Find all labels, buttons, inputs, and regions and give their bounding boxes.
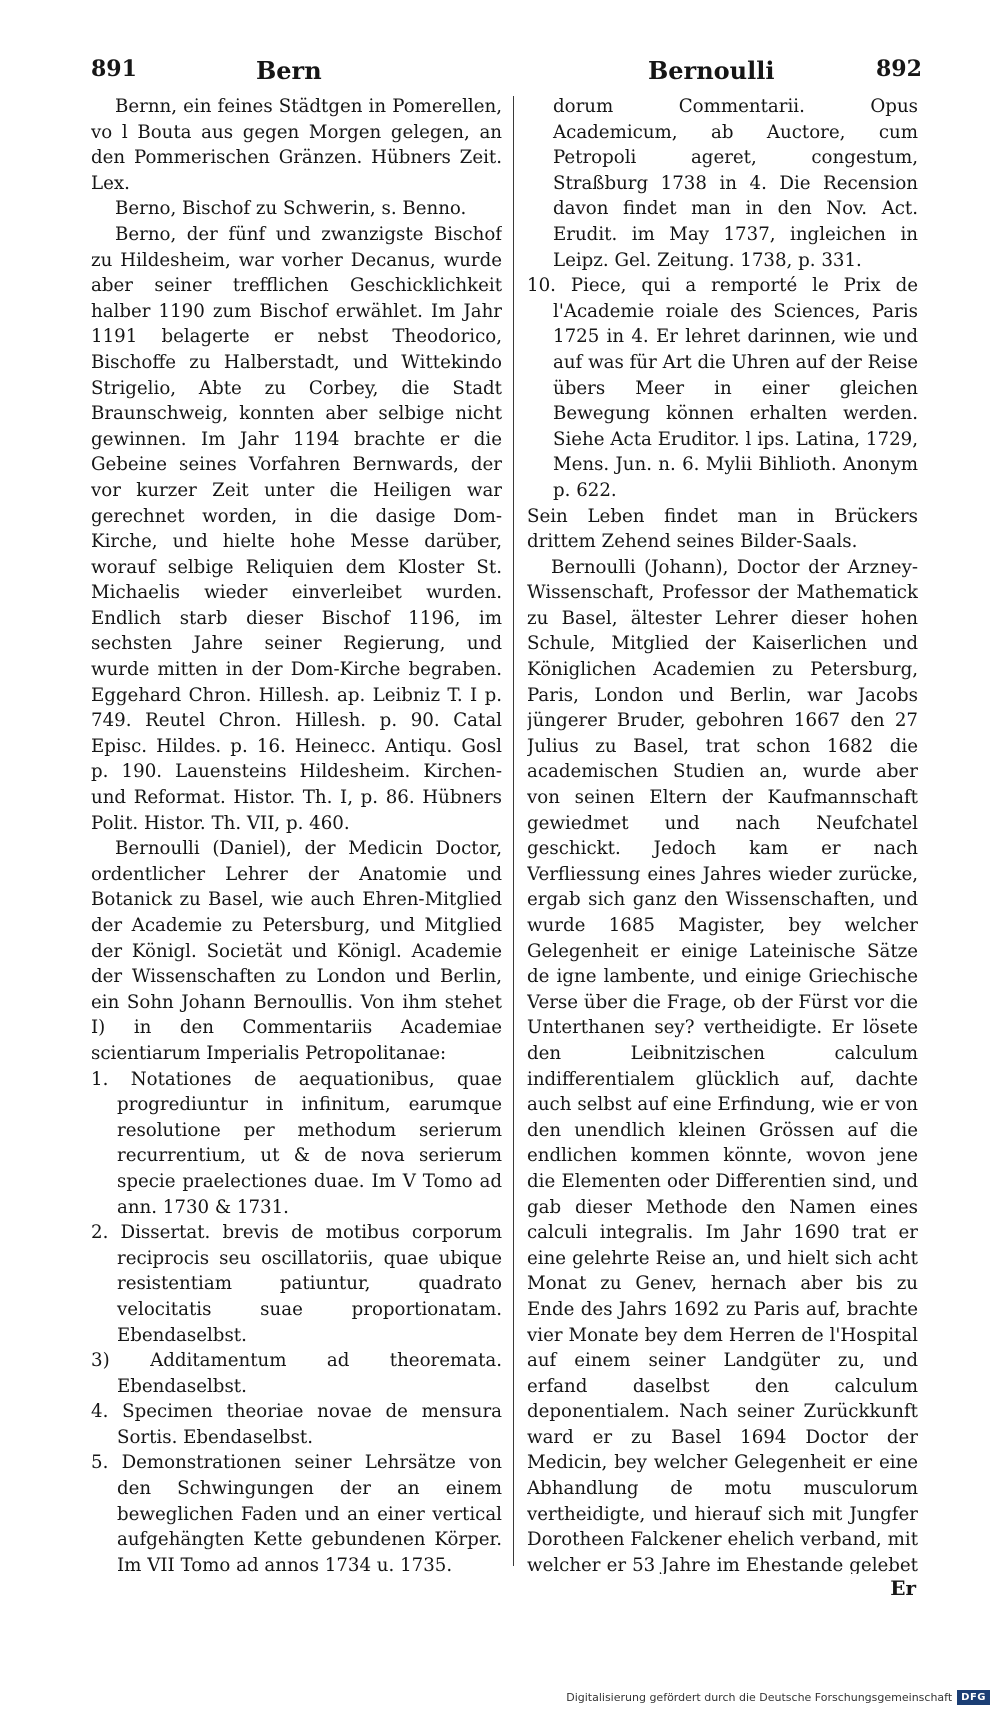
list-item: 10. Piece, qui a remporté le Prix de l'Academie roiale des Sciences, Paris 1725 in 4. Er lehret darinnen, wie und auf was für Art die Uhren auf der Reise übers Meer in einer gleichen Bewegung können erhalten werden. Siehe Acta Eruditor. l ips. Latina, 1729, Mens. Jun. n. 6. Mylii Bihlioth. Anonym p. 622.: [527, 275, 918, 501]
list-item: 3) Additamentum ad theoremata. Ebendaselbst.: [91, 1350, 502, 1397]
list-item-continued: dorum Commentarii. Opus Academicum, ab Auctore, cum Petropoli ageret, congestum, Straßburg 1738 in 4. Die Recension davon findet man in den Nov. Act. Erudit. im May 1737, ingleichen in Leipz. Gel. Zeitung. 1738, p. 331.: [553, 96, 918, 271]
footer-text: Digitalisierung gefördert durch die Deutsche Forschungsgemeinschaft: [566, 1691, 953, 1704]
entry-berno-schwerin: Berno, Bischof zu Schwerin, s. Benno.: [115, 198, 467, 220]
column-divider: [513, 96, 514, 1566]
digitization-footer: [566, 1690, 990, 1705]
catchword: Er: [890, 1576, 916, 1600]
page-number-left: 891: [91, 56, 137, 82]
entry-bernoulli-johann: Bernoulli (Johann), Doctor der Arzney-Wissenschaft, Professor der Mathematick zu Basel, ältester Lehrer dieser hohen Schule, Mitglied der Kaiserlichen und Königlichen Academien zu Petersburg, Paris, London und Berlin, war Jacobs jüngerer Bruder, gebohren 1667 den 27 Julius zu Basel, trat schon 1682 die academischen Studien an, wurde aber von seinen Eltern der Kaufmannschaft gewiedmet und nach Neufchatel geschickt. Jedoch kam er nach Verfliessung eines Jahres wieder zurücke, ergab sich ganz den Wissenschaften, und wurde 1685 Magister, bey welcher Gelegenheit er einige Lateinische Sätze de igne lambente, und einige Griechische Verse über die Frage, ob der Fürst vor die Unterthanen sey? vertheidigte. Er lösete den Leibnitzischen calculum indifferentialem glücklich auf, dachte auch selbst auf eine Erfindung, wie er von den unendlich kleinen Grössen auf die endlichen kommen könnte, wovon jene die Elementen oder Differentien sind, und gab dieser Methode den Namen eines calculi integralis. Im Jahr 1690 trat er eine gelehrte Reise an, und hielt sich acht Monat zu Genev, hernach aber bis zu Ende des Jahrs 1692 zu Paris auf, brachte vier Monate bey dem Herren de l'Hospital auf einem seiner Landgüter zu, und erfand daselbst den calculum deponentialem. Nach seiner Zurückkunft ward er zu Basel 1694 Doctor der Medicin, bey welcher Gelegenheit er eine Abhandlung de motu musculorum vertheidigte, und hierauf sich mit Jungfer Dorotheen Falckener ehelich verband, mit welcher er 53 Jahre im Ehestande gelebet: [527, 556, 918, 1574]
running-head-right: Bernoulli: [648, 56, 775, 85]
entry-berno-hildesheim: Berno, der fünf und zwanzigste Bischof zu Hildesheim, war vorher Decanus, wurde aber seiner trefflichen Geschicklichkeit halber 1190 zum Bischof erwählet. Im Jahr 1191 belagerte er nebst Theodorico, Bischoffe zu Halberstadt, und Wittekindo Strigelio, Abte zu Corbey, die Stadt Braunschweig, konnten aber selbige nicht gewinnen. Im Jahr 1194 brachte er die Gebeine seines Vorfahren Bernwards, der vor kurzer Zeit unter die Heiligen war gerechnet worden, in die dasige Dom-Kirche, und hielte hohe Messe darüber, worauf selbige Reliquien dem Kloster St. Michaelis wieder einverleibet wurden. Endlich starb dieser Bischof 1196, im sechsten Jahre seiner Regierung, und wurde mitten in der Dom-Kirche begraben. Eggehard Chron. Hillesh. ap. Leibniz T. I p. 749. Reutel Chron. Hillesh. p. 90. Catal Episc. Hildes. p. 16. Heinecc. Antiqu. Gosl p. 190. Lauensteins Hildesheim. Kirchen-und Reformat. Histor. Th. I, p. 86. Hübners Polit. Histor. Th. VII, p. 460.: [91, 223, 502, 834]
entry-bernn: Bernn, ein feines Städtgen in Pomerellen, vo l Bouta aus gegen Morgen gelegen, an den Pommerischen Gränzen. Hübners Zeit. Lex.: [91, 96, 502, 194]
list-item: 4. Specimen theoriae novae de mensura Sortis. Ebendaselbst.: [91, 1401, 502, 1448]
right-column: [527, 94, 918, 1574]
page-number-right: 892: [876, 56, 922, 82]
dfg-logo: DFG: [957, 1690, 990, 1705]
reference-note: Sein Leben findet man in Brückers drittem Zehend seines Bilder-Saals.: [527, 505, 918, 553]
entry-bernoulli-daniel: Bernoulli (Daniel), der Medicin Doctor, ordentlicher Lehrer der Anatomie und Botanick zu Basel, wie auch Ehren-Mitglied der Academie zu Petersburg, und Mitglied der Königl. Societät und Königl. Academie der Wissenschaften zu London und Berlin, ein Sohn Johann Bernoullis. Von ihm stehet I) in den Commentariis Academiae scientiarum Imperialis Petropolitanae:: [91, 838, 502, 1064]
list-item: 2. Dissertat. brevis de motibus corporum reciprocis seu oscillatoriis, quae ubique resistentiam patiuntur, quadrato velocitatis suae proportionatam. Ebendaselbst.: [91, 1222, 502, 1346]
running-head-left: Bern: [256, 56, 322, 85]
list-item: 1. Notationes de aequationibus, quae progrediuntur in infinitum, earumque resolutione per methodum serierum recurrentium, ut & de nova serierum specie praelectiones duae. Im V Tomo ad ann. 1730 & 1731.: [91, 1068, 502, 1218]
left-column: [91, 94, 502, 1574]
list-item: 5. Demonstrationen seiner Lehrsätze von den Schwingungen der an einem beweglichen Faden und an einer vertical aufgehängten Kette gebundenen Körper. Im VII Tomo ad annos 1734 u. 1735.: [91, 1452, 502, 1574]
